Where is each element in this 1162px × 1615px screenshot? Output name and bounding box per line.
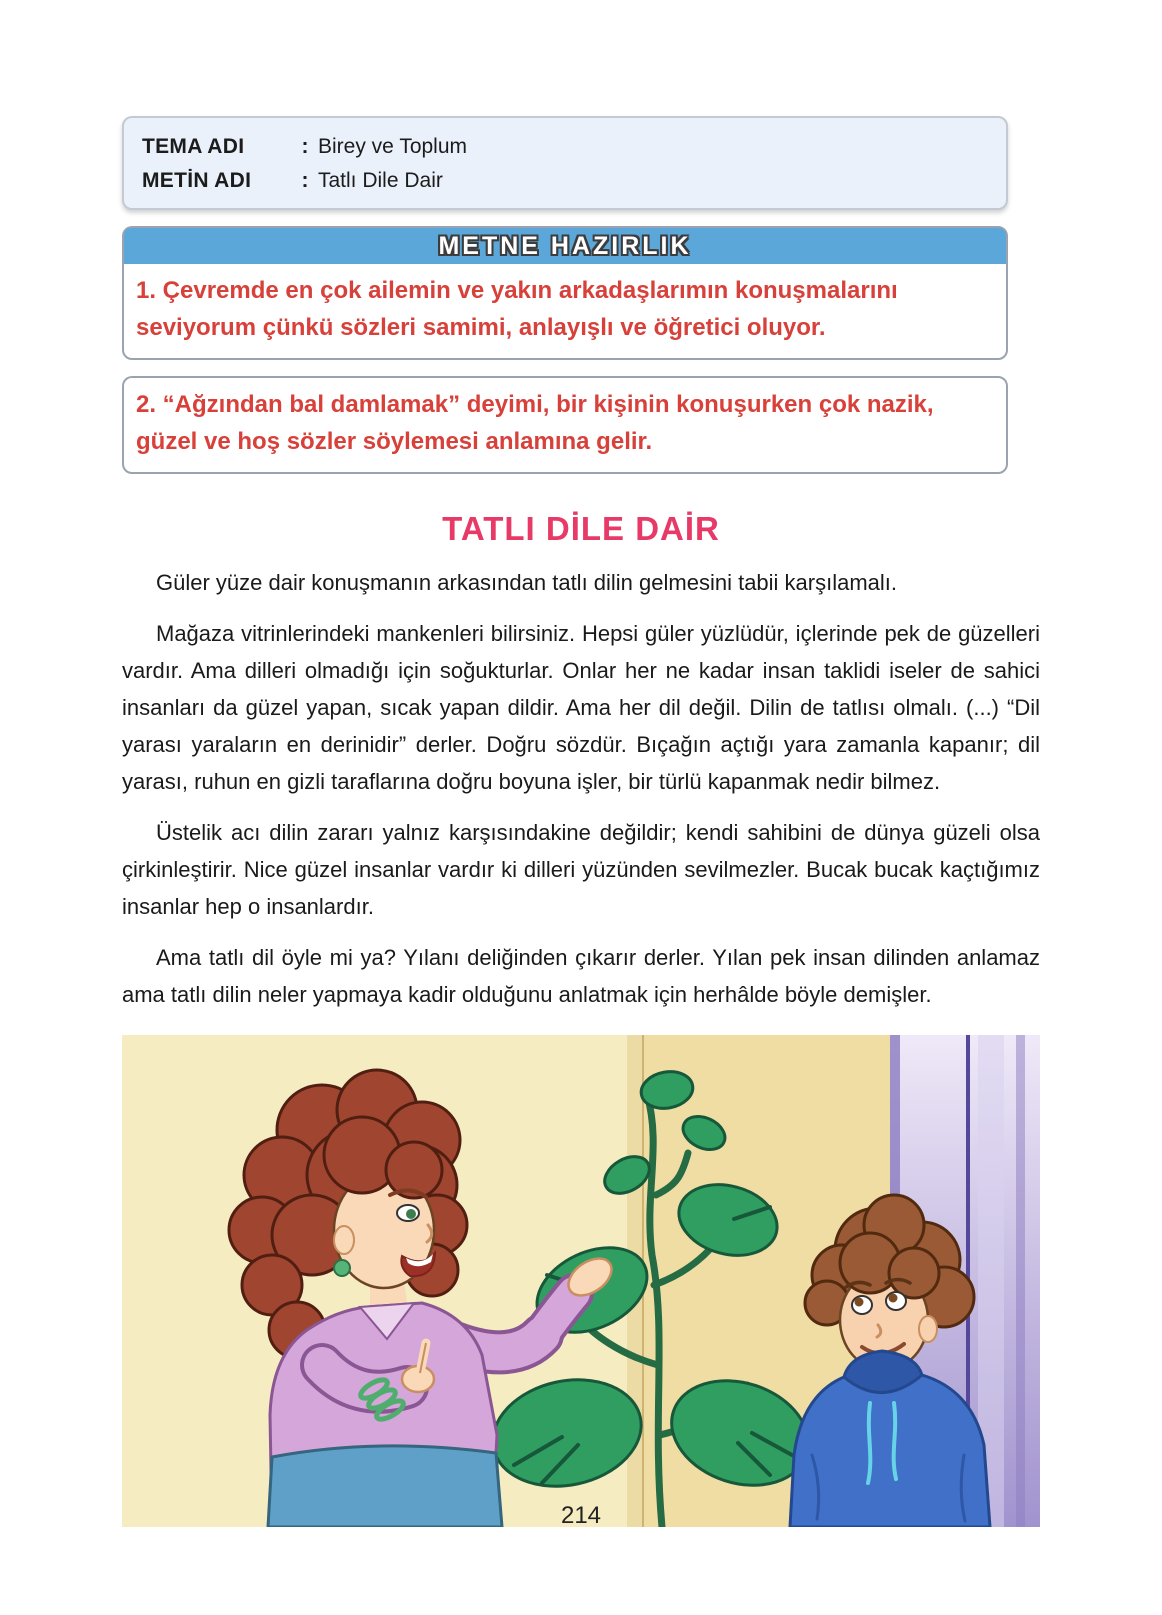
illustration-svg (122, 1035, 1040, 1527)
page-number: 214 (560, 1502, 602, 1529)
paragraph-4: Ama tatlı dil öyle mi ya? Yılanı deliğinden çıkarır derler. Yılan pek insan dilinden anlamaz ama tatlı dilin neler yapmaya kadir olduğunu anlatmak için herhâlde böyle demişler. (122, 945, 1040, 1007)
woman-earring (334, 1260, 350, 1276)
paragraph-3: Üstelik acı dilin zararı yalnız karşısındakine değildir; kendi sahibini de dünya güzeli olsa çirkinleştirir. Nice güzel insanlar vardır ki dilleri yüzünden sevilmezler. Bucak bucak kaçtığımız insanlar hep o insanlardır. (122, 820, 1040, 919)
prep-item-1: 1. Çevremde en çok ailemin ve yakın arkadaşlarımın konuşmalarını seviyorum çünkü sözleri samimi, anlayışlı ve öğretici oluyor. (136, 277, 898, 341)
page-content (122, 116, 1040, 1527)
prep-item-2: 2. “Ağzından bal damlamak” deyimi, bir kişinin konuşurken çok nazik, güzel ve hoş sözler söylemesi anlamına gelir. (136, 391, 934, 455)
story-illustration (122, 1035, 1040, 1527)
reading-title: TATLI DİLE DAİR (442, 510, 720, 547)
prep-box-2 (122, 376, 1008, 474)
prep-section-header: METNE HAZIRLIK (124, 228, 1006, 264)
paragraph-2: Mağaza vitrinlerindeki mankenleri bilirsiniz. Hepsi güler yüzlüdür, içlerinde pek de güzelleri vardır. Ama dilleri olmadığı için soğukturlar. Onlar her ne kadar insan taklidi iseler de sahici insanları da güzel yapan, sıcak yapan dildir. Ama her dil değil. Dilin de tatlısı olmalı. (...) “Dil yarası yaraların en derinidir” derler. Doğru sözdür. Bıçağın açtığı yara zamanla kapanır; dil yarası, ruhun en gizli taraflarına doğru boyuna işler, bir türlü kapanmak nedir bilmez. (122, 621, 1040, 794)
theme-label: TEMA ADI (142, 135, 245, 158)
theme-separator: : (301, 135, 309, 158)
theme-value: Birey ve Toplum (318, 135, 468, 158)
paragraph-1: Güler yüze dair konuşmanın arkasından tatlı dilin gelmesini tabii karşılamalı. (156, 570, 898, 595)
text-name-label: METİN ADI (142, 169, 252, 192)
text-name-value: Tatlı Dile Dair (318, 169, 443, 192)
prep-box-1 (122, 226, 1008, 360)
theme-title-box (122, 116, 1008, 210)
reading-body (122, 564, 1040, 1013)
text-name-row (142, 164, 988, 198)
theme-row (142, 130, 988, 164)
text-name-separator: : (301, 169, 309, 192)
